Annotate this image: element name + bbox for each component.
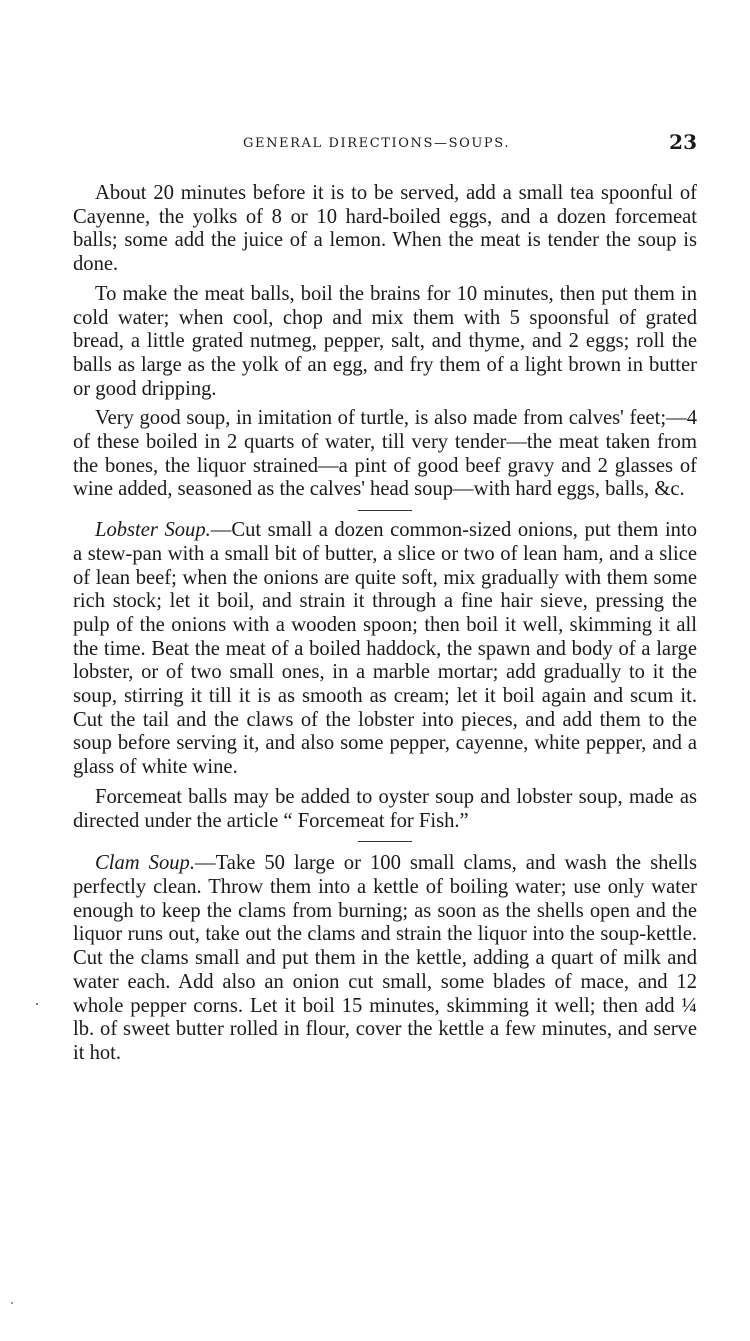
- paragraph-calves-feet-soup: Very good soup, in imitation of turtle, is also made from calves' feet;—4 of these boiled in 2 quarts of water, till very tender—the meat taken from the bones, the liquor strained—a pint of good beef gravy and 2 glasses of wine added, seasoned as the calves' head soup—with hard eggs, balls, &c.: [73, 407, 697, 501]
- section-divider: [358, 510, 412, 511]
- running-head: [73, 130, 697, 160]
- paragraph-clam-soup: [73, 852, 697, 1065]
- paragraph-lobster-soup: [73, 519, 697, 780]
- paragraph-meat-balls: To make the meat balls, boil the brains for 10 minutes, then put them in cold water; when cool, chop and mix them with 5 spoonsful of grated bread, a little grated nutmeg, pepper, salt, and thyme, and 2 eggs; roll the balls as large as the yolk of an egg, and fry them of a light brown in butter or good dripping.: [73, 282, 697, 400]
- body-text: [73, 182, 697, 1066]
- book-page: [73, 130, 697, 1066]
- paper-speck: [11, 1302, 13, 1304]
- paragraph-turtle-soup-finish: About 20 minutes before it is to be served, add a small tea spoonful of Cayenne, the yolks of 8 or 10 hard-boiled eggs, and a dozen forcemeat balls; some add the juice of a lemon. When the meat is tender the soup is done.: [73, 182, 697, 276]
- running-title: GENERAL DIRECTIONS—SOUPS.: [243, 136, 511, 151]
- section-divider: [358, 841, 412, 842]
- lobster-soup-title: Lobster Soup.: [95, 519, 211, 542]
- paper-speck: [36, 1003, 38, 1005]
- clam-soup-text: —Take 50 large or 100 small clams, and wash the shells perfectly clean. Throw them into a kettle of boiling water; use only water enough to keep the clams from burning; as soon as the shells open and the liquor runs out, take out the clams and strain the liquor into the soup-kettle. Cut the clams small and put them in the kettle, adding a quart of milk and water each. Add also an onion cut small, some blades of mace, and 12 whole pepper corns. Let it boil 15 minutes, skimming it well; then add ¼ lb. of sweet butter rolled in flour, cover the kettle a few minutes, and serve it hot.: [73, 852, 697, 1064]
- clam-soup-title: Clam Soup.: [95, 852, 195, 875]
- paragraph-forcemeat-balls: Forcemeat balls may be added to oyster soup and lobster soup, made as directed under the article “ Forcemeat for Fish.”: [73, 785, 697, 832]
- page-number: 23: [669, 130, 697, 154]
- lobster-soup-text: —Cut small a dozen common-sized onions, put them into a stew-pan with a small bit of butter, a slice or two of lean ham, and a slice of lean beef; when the onions are quite soft, mix gradually with them some rich stock; let it boil, and strain it through a fine hair sieve, pressing the pulp of the onions with a wooden spoon; then boil it well, skimming it all the time. Beat the meat of a boiled haddock, the spawn and body of a large lobster, or of two small ones, in a marble mortar; add gradually to it the soup, stirring it till it is as smooth as cream; let it boil again and scum it. Cut the tail and the claws of the lobster into pieces, and add them to the soup before serving it, and also some pepper, cayenne, white pepper, and a glass of white wine.: [73, 519, 697, 779]
